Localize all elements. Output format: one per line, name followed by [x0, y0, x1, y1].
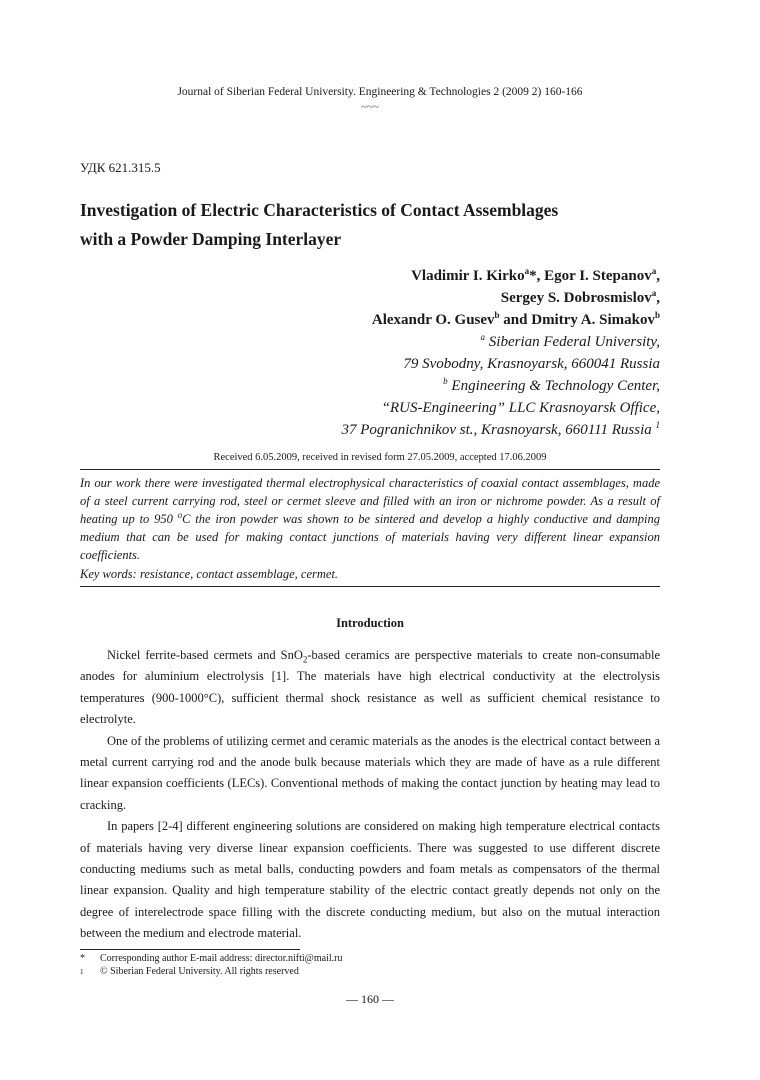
header-separator: ~~~: [361, 101, 379, 113]
affiliation-mark: a: [524, 266, 530, 276]
affiliation-text: Siberian Federal University,: [485, 334, 660, 350]
author-name: Vladimir I. Kirko: [411, 268, 525, 284]
affiliation-b-line-2: “RUS-Engineering” LLC Krasnoyarsk Office,: [381, 400, 660, 416]
affiliation-b-line-1: [341, 375, 660, 397]
footnote-mark: *: [80, 953, 85, 964]
udk-code: УДК 621.315.5: [80, 160, 161, 175]
paragraph-3: In papers [2-4] different engineering solutions are considered on making high temperature electrical contacts of materials having very diverse linear expansion coefficients. There was suggested to use different discrete conducting mediums such as metal balls, conducting powders and foam metals as compensators of the thermal linear expansion. Quality and high temperature stability of the electric contact greatly depends not only on the degree of interelectrode space filling with the discrete conducting medium, but also on the mutual interaction between the medium and electrode material.: [80, 819, 660, 941]
footnote-text: © Siberian Federal University. All rights reserved: [100, 966, 299, 977]
abstract: [80, 474, 660, 564]
author-name: Egor I. Stepanov: [544, 268, 652, 284]
footnote-1: [80, 953, 343, 965]
journal-header: Journal of Siberian Federal University. Engineering & Technologies 2 (2009 2) 160-166: [177, 86, 583, 98]
affiliation-mark: a: [651, 266, 657, 276]
footnote-mark: 1: [655, 420, 660, 430]
separator: ,: [656, 290, 660, 306]
page-number: — 160 —: [346, 992, 394, 1006]
affiliation-mark: b: [443, 376, 448, 386]
abstract-text: C the iron powder was shown to be sintered and develop a highly conductive and damping medium that can be used for making contact junctions of materials having very different linear expansion coefficients.: [80, 512, 660, 562]
received-dates: Received 6.05.2009, received in revised form 27.05.2009, accepted 17.06.2009: [213, 452, 547, 463]
affiliation-text: 37 Pogranichnikov st., Krasnoyarsk, 660111 Russia: [341, 422, 656, 438]
title-line-1: Investigation of Electric Characteristics of Contact Assemblages: [80, 200, 559, 220]
degree-mark: o: [177, 509, 183, 520]
footnote-rule: [80, 949, 300, 950]
author-name: Alexandr O. Gusev: [371, 312, 495, 328]
author-line-1: [372, 265, 660, 287]
paragraph-text: -based ceramics are perspective materials to create non-consumable anodes for aluminium electrolysis [1]. The materials have high electrical conductivity at the electrolysis temperatures (900-1000°C), sufficient thermal shock resistance as well as sufficient chemical resistance to electrolyte.: [80, 648, 660, 727]
corresponding-mark: *,: [529, 268, 545, 284]
affiliation-a-line-1: [341, 331, 660, 353]
author-name: Dmitry A. Simakov: [531, 312, 655, 328]
footnote-text: Corresponding author E-mail address: director.nifti@mail.ru: [100, 953, 343, 964]
paragraph-2: One of the problems of utilizing cermet and ceramic materials as the anodes is the electrical contact between a metal current carrying rod and the anode bulk because materials which they are made of have as a rule different linear expansion coefficients (LECs). Conventional methods of making the contact junction by heating may lead to cracking.: [80, 733, 660, 812]
affiliation-mark: a: [480, 332, 486, 342]
conjunction: and: [499, 312, 532, 328]
abstract-text: In our work there were investigated thermal electrophysical characteristics of coaxial contact assemblages, made of a steel current carrying rod, steel or cermet sleeve and filled with an iron or nichrome powder. As a result of heating up to 950: [80, 476, 660, 526]
separator: ,: [656, 268, 660, 284]
paper-title: [80, 196, 680, 254]
affiliation-a-line-2: 79 Svobodny, Krasnoyarsk, 660041 Russia: [403, 356, 660, 372]
author-line-2: [372, 287, 660, 309]
affiliation-mark: a: [651, 288, 657, 298]
affiliations: [341, 331, 660, 441]
author-list: [372, 265, 660, 331]
paragraph-text: Nickel ferrite-based cermets and SnO: [107, 648, 303, 662]
body-text: [80, 645, 660, 945]
affiliation-b-line-3: [341, 419, 660, 441]
subscript: 2: [302, 654, 308, 665]
affiliation-mark: b: [494, 310, 500, 320]
author-line-3: [372, 309, 660, 331]
keywords: Key words: resistance, contact assemblage, cermet.: [80, 567, 339, 581]
footnote-mark: 1: [80, 968, 84, 976]
author-name: Sergey S. Dobrosmislov: [500, 290, 652, 306]
paragraph-1: [80, 645, 660, 731]
title-line-2: with a Powder Damping Interlayer: [80, 229, 342, 249]
affiliation-mark: b: [654, 310, 660, 320]
affiliation-text: Engineering & Technology Center,: [447, 378, 660, 394]
footnote-2: [80, 966, 299, 978]
abstract-bottom-rule: [80, 586, 660, 587]
abstract-top-rule: [80, 469, 660, 470]
section-heading: Introduction: [336, 616, 404, 630]
